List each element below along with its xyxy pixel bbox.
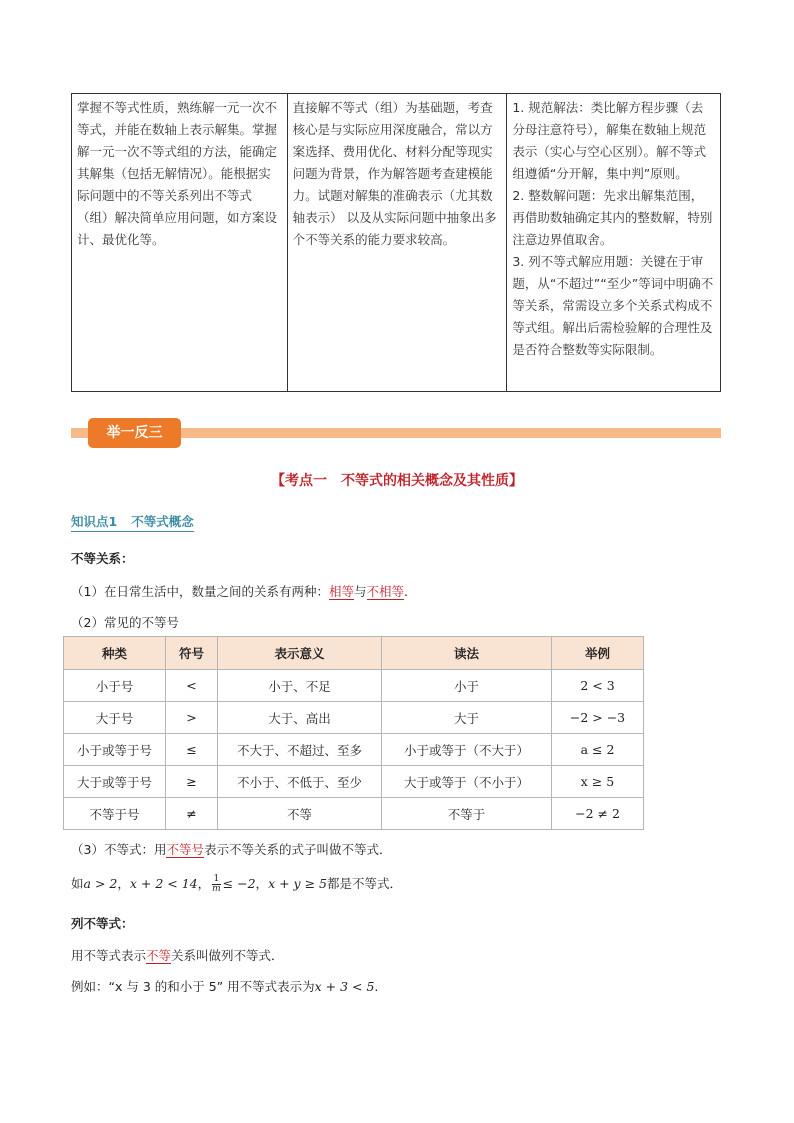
cell-reading: 小于或等于（不大于） bbox=[382, 734, 552, 766]
text: （1）在日常生活中，数量之间的关系有两种： bbox=[71, 584, 329, 599]
text: . bbox=[404, 584, 408, 599]
term-equal: 相等 bbox=[328, 584, 354, 599]
cell-example: −2 ≠ 2 bbox=[552, 798, 644, 830]
paragraph-1 bbox=[71, 582, 408, 600]
summary-col-requirements: 掌握不等式性质，熟练解一元一次不等式，并能在数轴上表示解集。掌握解一元一次不等式组的方法，能确定其解集（包括无解情况）。能根据实际问题中的不等关系列出不等式（组）解决简单应用问题，如方案设计、最优化等。 bbox=[72, 94, 288, 392]
cell-kind: 小于号 bbox=[64, 670, 166, 702]
example-fraction bbox=[212, 875, 221, 894]
paragraph-4 bbox=[71, 874, 402, 894]
term-inequality-sign: 不等号 bbox=[166, 842, 204, 857]
text: 关系叫做列不等式． bbox=[171, 948, 284, 963]
paragraph-7 bbox=[71, 977, 378, 995]
paragraph-3 bbox=[71, 840, 392, 858]
knowledge-point-number: 知识点1 bbox=[71, 514, 118, 529]
knowledge-point-title bbox=[71, 512, 194, 532]
cell-reading: 小于 bbox=[382, 670, 552, 702]
paragraph-2: （2）常见的不等号 bbox=[71, 615, 179, 630]
cell-example: a ≤ 2 bbox=[552, 734, 644, 766]
table-header-row bbox=[64, 637, 644, 670]
term-unequal: 不等 bbox=[146, 948, 172, 963]
header-cell: 符号 bbox=[166, 637, 218, 670]
cell-kind: 大于或等于号 bbox=[64, 766, 166, 798]
summary-table bbox=[71, 93, 721, 392]
cell-meaning: 大于、高出 bbox=[218, 702, 382, 734]
section-heading: 【考点一 不等式的相关概念及其性质】 bbox=[271, 473, 523, 489]
example-expr-4: x + y ≥ 5 bbox=[268, 876, 327, 891]
example-expr-3: ≤ −2 bbox=[222, 876, 256, 891]
example-expr-1: a > 2 bbox=[83, 876, 118, 891]
cell-meaning: 不大于、不超过、至多 bbox=[218, 734, 382, 766]
header-cell: 读法 bbox=[382, 637, 552, 670]
cell-example: −2 > −3 bbox=[552, 702, 644, 734]
text: 表示不等关系的式子叫做不等式． bbox=[203, 842, 392, 857]
strategy-item: 1. 规范解法：类比解方程步骤（去分母注意符号），解集在数轴上规范表示（实心与空心区别）。解不等式组遵循“分开解，集中判”原则。 bbox=[512, 100, 707, 181]
strategy-item: 3. 列不等式解应用题：关键在于审题，从“不超过”“至少”等词中明确不等关系，常需设立多个关系式构成不等式组。解出后需检验解的合理性及是否符合整数等实际限制。 bbox=[512, 254, 714, 357]
cell-symbol: > bbox=[166, 702, 218, 734]
cell-example: x ≥ 5 bbox=[552, 766, 644, 798]
summary-col-exam-focus: 直接解不等式（组）为基础题，考查核心是与实际应用深度融合，常以方案选择、费用优化、材料分配等现实问题为背景，作为解答题考查建模能力。试题对解集的准确表示（尤其数轴表示） 以及从实际问题中抽象出多个不等关系的能力要求较高。 bbox=[287, 94, 507, 392]
inequality-signs-table bbox=[63, 636, 644, 830]
strategy-item: 2. 整数解问题：先求出解集范围，再借助数轴确定其内的整数解，特别注意边界值取舍。 bbox=[512, 188, 713, 247]
table-row bbox=[64, 702, 644, 734]
example-expr-2: x + 2 < 14 bbox=[129, 876, 198, 891]
paragraph-6 bbox=[71, 946, 284, 964]
text: 都是不等式． bbox=[326, 876, 402, 891]
summary-col-strategies bbox=[507, 94, 721, 392]
text: 如 bbox=[71, 876, 84, 891]
text: 例如：“x 与 3 的和小于 5” 用不等式表示为 bbox=[71, 979, 315, 994]
text: （3）不等式：用 bbox=[71, 842, 167, 857]
cell-kind: 小于或等于号 bbox=[64, 734, 166, 766]
cell-symbol: ≠ bbox=[166, 798, 218, 830]
text: 与 bbox=[353, 584, 367, 599]
cell-example: 2 < 3 bbox=[552, 670, 644, 702]
cell-meaning: 不等 bbox=[218, 798, 382, 830]
fraction-denominator: m bbox=[212, 884, 221, 894]
table-row bbox=[64, 798, 644, 830]
cell-reading: 不等于 bbox=[382, 798, 552, 830]
term-not-equal: 不相等 bbox=[366, 584, 405, 599]
cell-reading: 大于或等于（不小于） bbox=[382, 766, 552, 798]
section-banner-label: 举一反三 bbox=[88, 418, 181, 448]
cell-reading: 大于 bbox=[382, 702, 552, 734]
text: ， bbox=[117, 876, 130, 891]
header-cell: 表示意义 bbox=[218, 637, 382, 670]
table-row bbox=[64, 734, 644, 766]
knowledge-point-name: 不等式概念 bbox=[131, 514, 194, 529]
cell-kind: 大于号 bbox=[64, 702, 166, 734]
cell-meaning: 不小于、不低于、至少 bbox=[218, 766, 382, 798]
text: ， bbox=[255, 876, 269, 891]
subheading-list-inequality: 列不等式： bbox=[71, 916, 134, 931]
fraction-numerator: 1 bbox=[213, 874, 220, 884]
table-row bbox=[64, 670, 644, 702]
header-cell: 种类 bbox=[64, 637, 166, 670]
cell-meaning: 小于、不足 bbox=[218, 670, 382, 702]
text: 用不等式表示 bbox=[71, 948, 147, 963]
text: . bbox=[374, 979, 379, 994]
example-expr-5: x + 3 < 5 bbox=[314, 979, 375, 994]
cell-symbol: ≥ bbox=[166, 766, 218, 798]
table-row bbox=[64, 766, 644, 798]
cell-kind: 不等于号 bbox=[64, 798, 166, 830]
subheading-ineq-relation: 不等关系： bbox=[71, 551, 134, 566]
text: ， bbox=[197, 876, 211, 891]
cell-symbol: ≤ bbox=[166, 734, 218, 766]
cell-symbol: < bbox=[166, 670, 218, 702]
header-cell: 举例 bbox=[552, 637, 644, 670]
